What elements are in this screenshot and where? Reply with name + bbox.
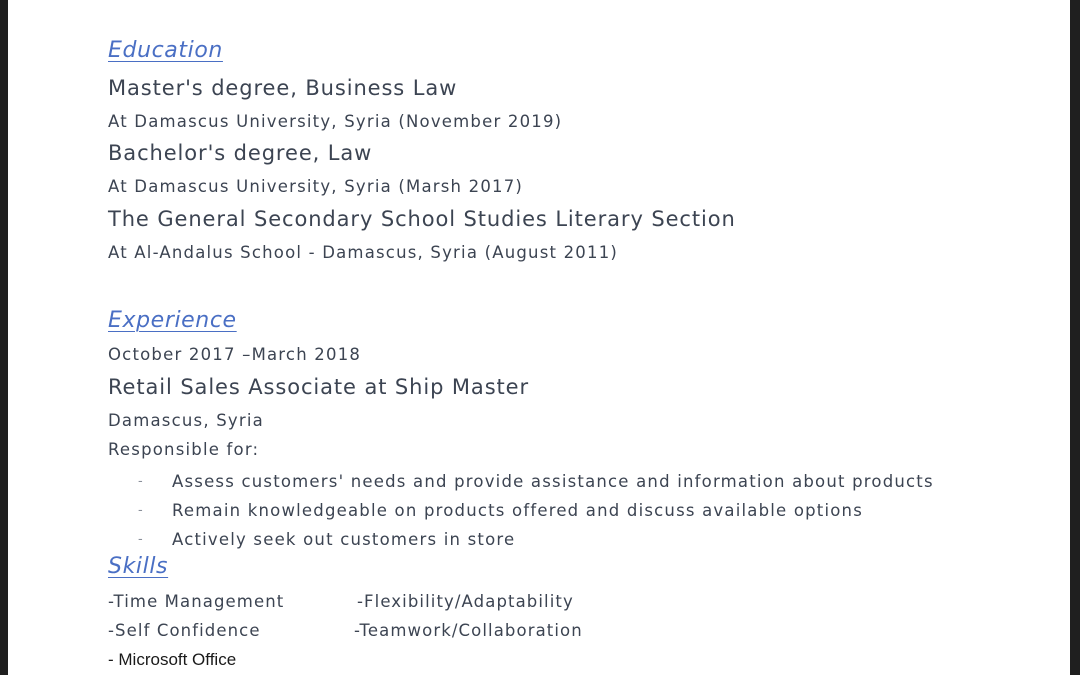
duties-list xyxy=(138,467,934,554)
education-detail-2: At Damascus University, Syria (Marsh 2017) xyxy=(108,177,524,196)
education-degree-2: Bachelor's degree, Law xyxy=(108,141,373,165)
list-item xyxy=(138,467,934,496)
bullet-dash: - xyxy=(138,503,144,518)
skill-microsoft-office: - Microsoft Office xyxy=(108,650,237,669)
experience-dates: October 2017 –March 2018 xyxy=(108,345,362,364)
skill-self-confidence: -Self Confidence xyxy=(108,621,261,640)
responsible-label: Responsible for: xyxy=(108,440,260,459)
education-degree-3: The General Secondary School Studies Literary Section xyxy=(108,207,736,231)
duty-text: Actively seek out customers in store xyxy=(172,530,516,549)
skill-teamwork: -Teamwork/Collaboration xyxy=(354,621,583,640)
skills-heading: Skills xyxy=(108,554,169,579)
experience-role: Retail Sales Associate at Ship Master xyxy=(108,375,530,399)
bullet-dash: - xyxy=(138,532,144,547)
skill-time-management: -Time Management xyxy=(108,592,285,611)
list-item xyxy=(138,525,934,554)
experience-heading: Experience xyxy=(108,308,237,333)
bullet-dash: - xyxy=(138,474,144,489)
education-detail-3: At Al-Andalus School - Damascus, Syria (August 2011) xyxy=(108,243,619,262)
education-degree-1: Master's degree, Business Law xyxy=(108,76,458,100)
education-heading: Education xyxy=(108,38,223,63)
education-detail-1: At Damascus University, Syria (November 2019) xyxy=(108,112,563,131)
experience-location: Damascus, Syria xyxy=(108,411,264,430)
list-item xyxy=(138,496,934,525)
duty-text: Assess customers' needs and provide assistance and information about products xyxy=(172,472,934,491)
duty-text: Remain knowledgeable on products offered and discuss available options xyxy=(172,501,864,520)
document-page xyxy=(8,0,1070,675)
skill-flexibility: -Flexibility/Adaptability xyxy=(357,592,574,611)
